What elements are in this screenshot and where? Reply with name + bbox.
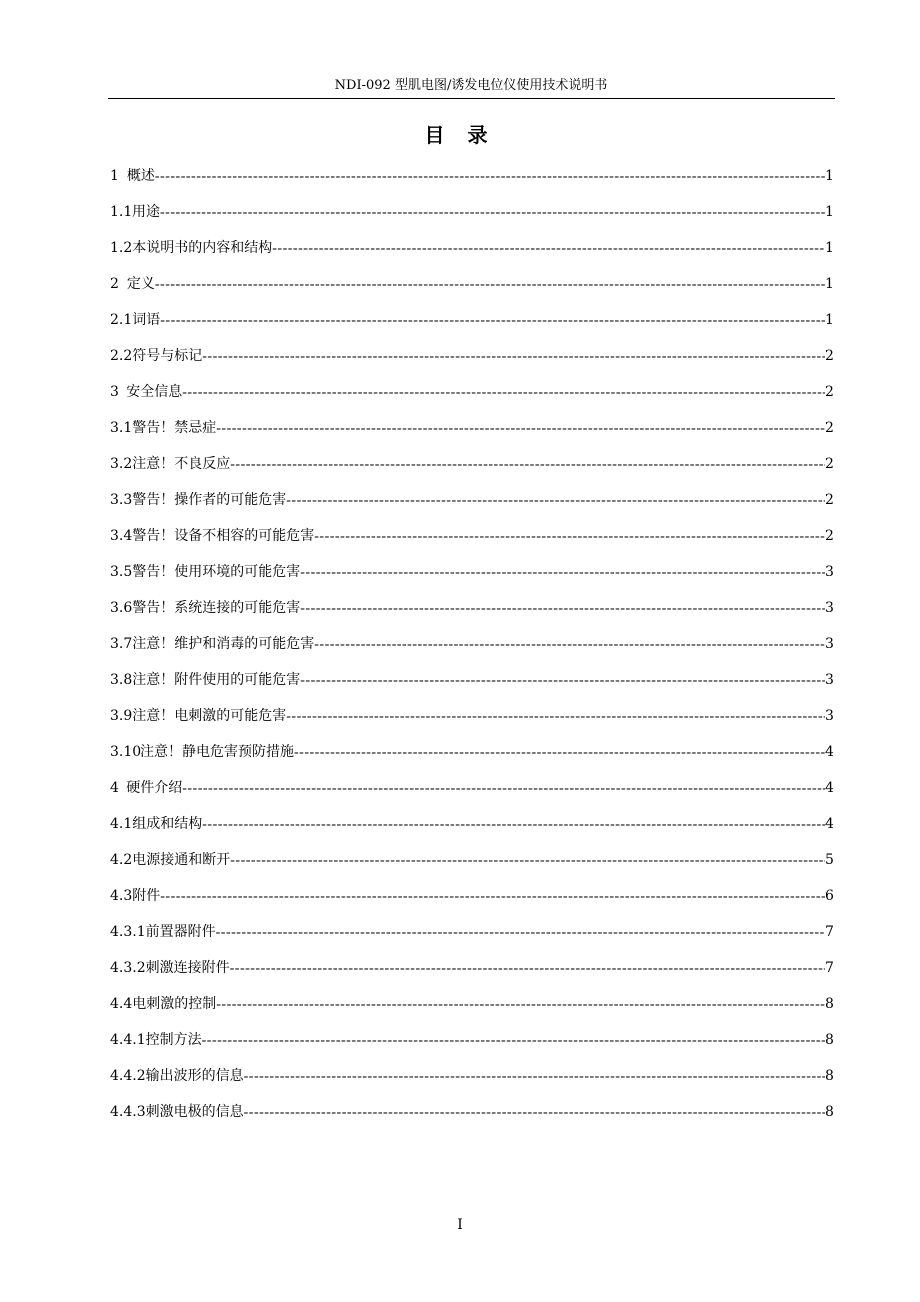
toc-entry[interactable] — [110, 560, 833, 596]
toc-leader — [294, 741, 825, 765]
header-rule — [108, 98, 835, 99]
toc-title: 注意！附件使用的可能危害 — [132, 672, 301, 688]
toc-title: 概述 — [126, 168, 155, 184]
toc-number: 3.5 — [110, 564, 133, 580]
toc-entry[interactable] — [110, 236, 833, 272]
toc-entry[interactable] — [110, 380, 833, 416]
toc-entry[interactable] — [110, 704, 833, 740]
toc-entry[interactable] — [110, 272, 833, 308]
toc-leader — [155, 273, 825, 297]
toc-page-number: 8 — [825, 1032, 834, 1048]
toc-number: 4.3.2 — [110, 960, 146, 976]
toc-title: 前置器附件 — [145, 924, 216, 940]
toc-number: 3.6 — [110, 600, 133, 616]
toc-number: 4 — [110, 780, 119, 796]
toc-title: 刺激连接附件 — [145, 960, 230, 976]
toc-leader — [272, 237, 825, 261]
toc-page-number: 8 — [825, 1068, 834, 1084]
toc-title: 注意！电刺激的可能危害 — [132, 708, 287, 724]
toc-title: 注意！维护和消毒的可能危害 — [132, 636, 315, 652]
toc-entry[interactable] — [110, 632, 833, 668]
toc-title: 用途 — [132, 204, 160, 220]
toc-leader — [230, 453, 825, 477]
toc-page-number: 6 — [825, 888, 834, 904]
toc-title: 安全信息 — [126, 384, 183, 400]
page-number-footer: I — [457, 1217, 463, 1233]
toc-number: 3 — [110, 384, 119, 400]
toc-number: 4.3.1 — [110, 924, 146, 940]
toc-entry[interactable] — [110, 992, 833, 1028]
toc-page-number: 1 — [825, 204, 834, 220]
toc-leader — [300, 561, 825, 585]
toc-number: 4.4.2 — [110, 1068, 146, 1084]
toc-leader — [202, 1029, 825, 1053]
toc-page-number: 4 — [825, 744, 834, 760]
toc-leader — [216, 993, 825, 1017]
toc-page-number: 7 — [825, 924, 834, 940]
toc-entry[interactable] — [110, 164, 833, 200]
toc-leader — [230, 849, 825, 873]
toc-leader — [230, 957, 825, 981]
toc-page-number: 3 — [825, 564, 834, 580]
toc-number: 4.2 — [110, 852, 133, 868]
toc-entry[interactable] — [110, 920, 833, 956]
toc-entry[interactable] — [110, 956, 833, 992]
toc-leader — [202, 813, 825, 837]
toc-title: 电刺激的控制 — [132, 996, 217, 1012]
toc-leader — [244, 1065, 825, 1089]
toc-title: 警告！设备不相容的可能危害 — [132, 528, 315, 544]
toc-page-number: 1 — [825, 312, 834, 328]
toc-number: 3.1 — [110, 420, 133, 436]
toc-number: 3.8 — [110, 672, 133, 688]
toc-title: 电源接通和断开 — [132, 852, 231, 868]
toc-leader — [216, 921, 825, 945]
toc-title: 刺激电极的信息 — [145, 1104, 244, 1120]
toc-number: 3.2 — [110, 456, 133, 472]
toc-entry[interactable] — [110, 344, 833, 380]
toc-entry[interactable] — [110, 1028, 833, 1064]
toc-title: 组成和结构 — [132, 816, 203, 832]
toc-entry[interactable] — [110, 524, 833, 560]
toc-entry[interactable] — [110, 308, 833, 344]
toc-number: 3.3 — [110, 492, 133, 508]
toc-number: 1 — [110, 168, 119, 184]
toc-page-number: 2 — [825, 420, 834, 436]
toc-page-number: 2 — [825, 348, 834, 364]
toc-entry[interactable] — [110, 848, 833, 884]
toc-leader — [286, 705, 825, 729]
toc-entry[interactable] — [110, 416, 833, 452]
toc-page-number: 1 — [825, 168, 834, 184]
toc-page-number: 1 — [825, 276, 834, 292]
toc-entry[interactable] — [110, 740, 833, 776]
toc-page-number: 3 — [825, 708, 834, 724]
toc-number: 1.1 — [110, 204, 133, 220]
toc-number: 3.7 — [110, 636, 133, 652]
toc-number: 2 — [110, 276, 119, 292]
toc-title: 控制方法 — [145, 1032, 202, 1048]
toc-leader — [314, 633, 825, 657]
toc-leader — [244, 1101, 825, 1125]
toc-page-number: 1 — [825, 240, 834, 256]
toc-title: 硬件介绍 — [126, 780, 183, 796]
table-of-contents — [110, 164, 833, 1136]
toc-title: 符号与标记 — [132, 348, 203, 364]
toc-page-number: 3 — [825, 636, 834, 652]
toc-leader — [182, 381, 825, 405]
toc-leader — [314, 525, 825, 549]
toc-entry[interactable] — [110, 1100, 833, 1136]
toc-title: 警告！操作者的可能危害 — [132, 492, 287, 508]
toc-number: 1.2 — [110, 240, 133, 256]
toc-leader — [216, 417, 825, 441]
toc-number: 3.10 — [110, 744, 142, 760]
toc-page-number: 7 — [825, 960, 834, 976]
toc-leader — [300, 597, 825, 621]
toc-title: 本说明书的内容和结构 — [132, 240, 273, 256]
toc-title: 附件 — [132, 888, 161, 904]
toc-entry[interactable] — [110, 1064, 833, 1100]
toc-title: 警告！使用环境的可能危害 — [132, 564, 301, 580]
toc-leader — [286, 489, 825, 513]
toc-leader — [202, 345, 825, 369]
toc-title: 注意！不良反应 — [132, 456, 231, 472]
toc-number: 2.2 — [110, 348, 133, 364]
toc-leader — [160, 309, 825, 333]
toc-title: 词语 — [132, 312, 161, 328]
toc-title: 输出波形的信息 — [145, 1068, 244, 1084]
toc-page-number: 4 — [825, 780, 834, 796]
toc-page-number: 4 — [825, 816, 834, 832]
toc-title: 定义 — [126, 276, 155, 292]
toc-leader — [182, 777, 825, 801]
toc-leader — [160, 885, 825, 909]
toc-number: 3.4 — [110, 528, 133, 544]
toc-page-number: 5 — [825, 852, 834, 868]
running-header: NDI-092 型肌电图/诱发电位仪使用技术说明书 — [334, 78, 608, 93]
toc-page-number: 8 — [825, 996, 834, 1012]
toc-leader — [160, 201, 825, 225]
toc-title: 警告！禁忌症 — [132, 420, 217, 436]
toc-number: 3.9 — [110, 708, 133, 724]
page-title: 目 录 — [424, 123, 496, 147]
toc-entry[interactable] — [110, 884, 833, 920]
toc-title: 注意！静电危害预防措施 — [140, 744, 294, 760]
toc-page-number: 3 — [825, 672, 834, 688]
toc-page-number: 2 — [825, 492, 834, 508]
toc-number: 4.4 — [110, 996, 133, 1012]
toc-entry[interactable] — [110, 668, 833, 704]
toc-number: 4.4.1 — [110, 1032, 146, 1048]
toc-entry[interactable] — [110, 200, 833, 236]
toc-entry[interactable] — [110, 596, 833, 632]
toc-leader — [155, 165, 825, 189]
toc-entry[interactable] — [110, 452, 833, 488]
toc-page-number: 8 — [825, 1104, 834, 1120]
toc-entry[interactable] — [110, 812, 833, 848]
toc-page-number: 2 — [825, 456, 834, 472]
toc-entry[interactable] — [110, 776, 833, 812]
toc-number: 4.3 — [110, 888, 133, 904]
toc-page-number: 2 — [825, 528, 834, 544]
toc-entry[interactable] — [110, 488, 833, 524]
toc-number: 4.1 — [110, 816, 133, 832]
toc-number: 4.4.3 — [110, 1104, 146, 1120]
toc-number: 2.1 — [110, 312, 133, 328]
toc-page-number: 3 — [825, 600, 834, 616]
toc-leader — [300, 669, 825, 693]
toc-page-number: 2 — [825, 384, 834, 400]
toc-title: 警告！系统连接的可能危害 — [132, 600, 301, 616]
